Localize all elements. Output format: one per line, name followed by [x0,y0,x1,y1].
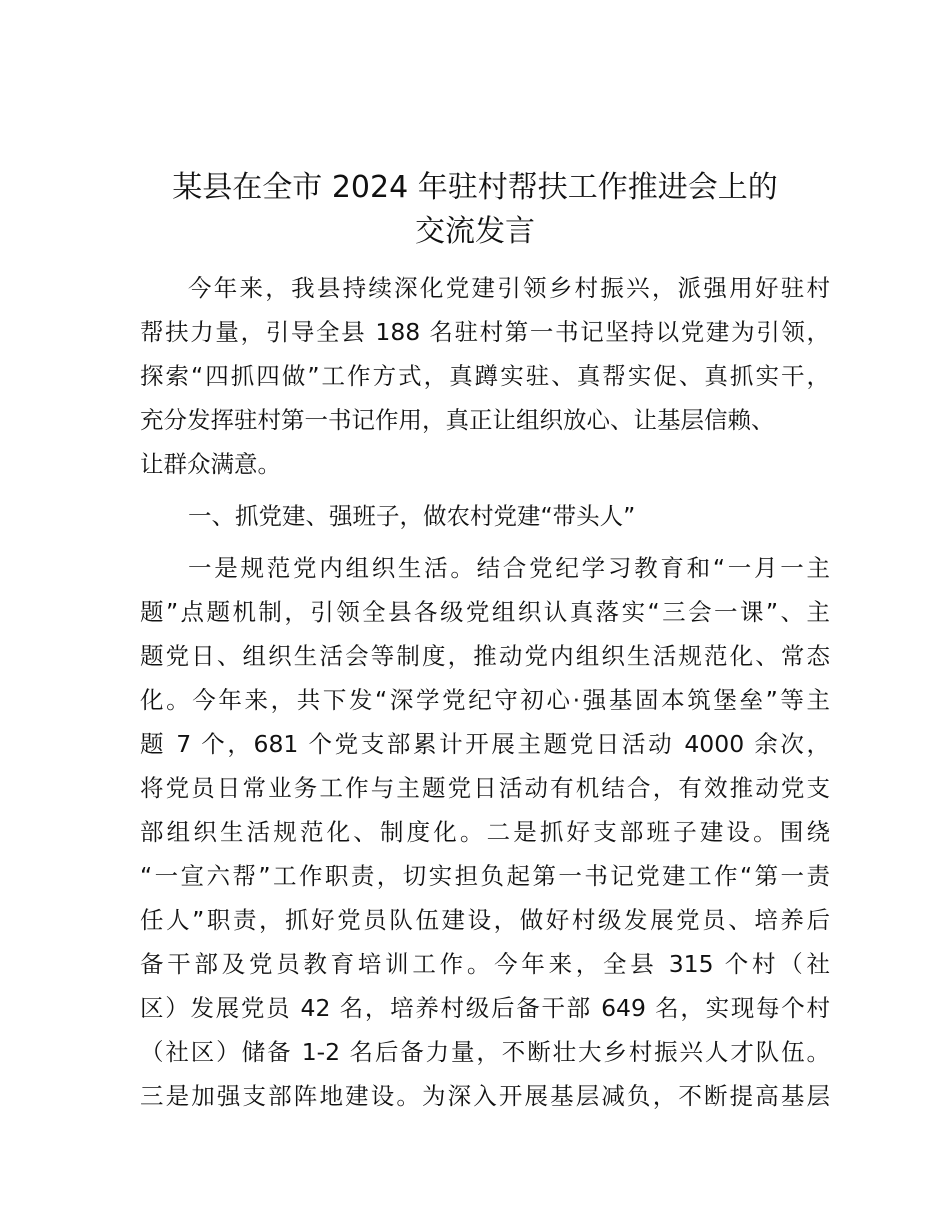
body-paragraph-line: “一宣六帮”工作职责，切实担负起第一书记党建工作“第一责 [140,862,830,890]
document-title-line-2: 交流发言 [415,214,535,249]
intro-paragraph-line: 让群众满意。 [140,450,281,478]
body-paragraph-line: 区）发展党员 42 名，培养村级后备干部 649 名，实现每个村 [140,994,830,1022]
body-paragraph-line: （社区）储备 1-2 名后备力量，不断壮大乡村振兴人才队伍。 [140,1038,830,1066]
body-paragraph-line: 备干部及党员教育培训工作。今年来，全县 315 个村（社 [140,950,830,978]
body-paragraph-line: 三是加强支部阵地建设。为深入开展基层减负，不断提高基层 [140,1082,830,1110]
body-paragraph-line: 题党日、组织生活会等制度，推动党内组织生活规范化、常态 [140,642,830,670]
body-paragraph-line: 部组织生活规范化、制度化。二是抓好支部班子建设。围绕 [140,818,830,846]
intro-paragraph-line: 充分发挥驻村第一书记作用，真正让组织放心、让基层信赖、 [140,406,775,434]
intro-paragraph-line: 探索“四抓四做”工作方式，真蹲实驻、真帮实促、真抓实干， [140,362,830,390]
body-paragraph-line: 化。今年来，共下发“深学党纪守初心·强基固本筑堡垒”等主 [140,686,830,714]
intro-paragraph-line: 今年来，我县持续深化党建引领乡村振兴，派强用好驻村 [188,274,830,302]
body-paragraph-line: 将党员日常业务工作与主题党日活动有机结合，有效推动党支 [140,774,830,802]
intro-paragraph-line: 帮扶力量，引导全县 188 名驻村第一书记坚持以党建为引领， [140,318,830,346]
body-paragraph-line: 任人”职责，抓好党员队伍建设，做好村级发展党员、培养后 [140,906,830,934]
body-paragraph-line: 题”点题机制，引领全县各级党组织认真落实“三会一课”、主 [140,598,830,626]
body-paragraph-line: 一是规范党内组织生活。结合党纪学习教育和“一月一主 [188,554,830,582]
body-paragraph-line: 题 7 个，681 个党支部累计开展主题党日活动 4000 余次， [140,730,830,758]
document-title-line-1: 某县在全市 2024 年驻村帮扶工作推进会上的 [172,170,778,205]
section-heading: 一、抓党建、强班子，做农村党建“带头人” [188,502,636,530]
